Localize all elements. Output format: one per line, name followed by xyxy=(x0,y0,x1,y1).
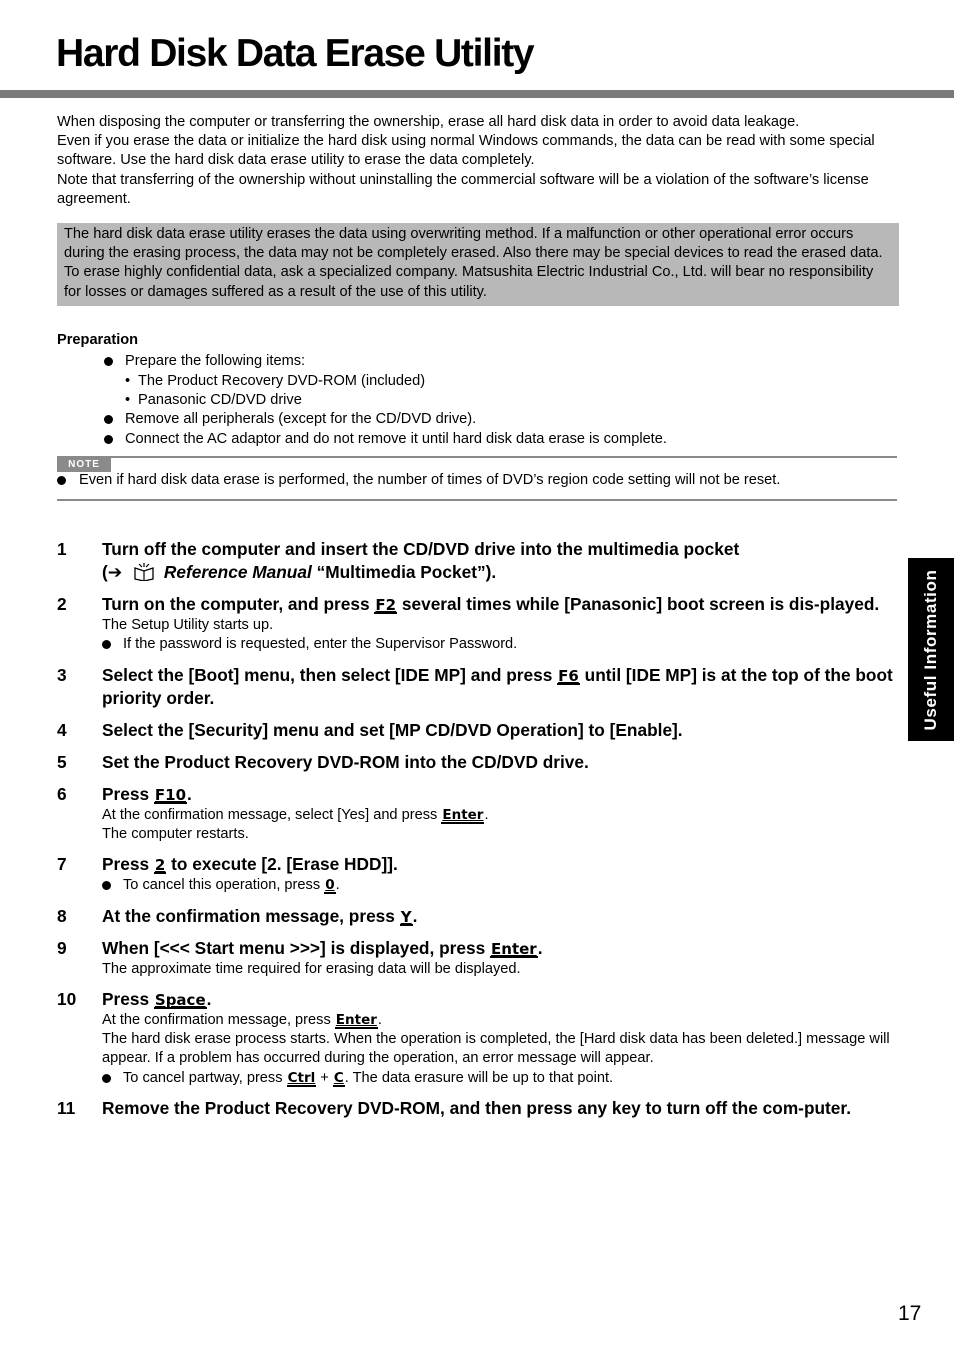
key-enter: Enter xyxy=(491,939,537,958)
step-heading: Turn off the computer and insert the CD/DVD drive into the multimedia pocket (➔ Reference Manual “Multimedia Pocket”). xyxy=(102,539,740,582)
step-body: The Setup Utility starts up. xyxy=(102,617,274,633)
step-note: If the password is requested, enter the Supervisor Password. xyxy=(102,635,902,655)
step-number: 1 xyxy=(57,539,67,559)
key-f10: F10 xyxy=(154,785,187,804)
key-enter: Enter xyxy=(442,806,484,823)
step-4 xyxy=(57,719,902,742)
step-8 xyxy=(57,905,902,928)
step-1 xyxy=(57,538,902,584)
key-enter: Enter xyxy=(335,1012,377,1028)
prep-subitem: • Panasonic CD/DVD drive xyxy=(125,391,302,408)
step-heading: Press F10. xyxy=(102,783,192,804)
step-body: The computer restarts. xyxy=(102,826,249,842)
key-y: Y xyxy=(400,907,412,926)
step-heading: At the confirmation message, press Y. xyxy=(102,905,418,926)
intro-paragraph: Note that transferring of the ownership without uninstalling the commercial software will be a violation of the software’s license agreement. xyxy=(57,171,869,207)
prep-subitem: • The Product Recovery DVD-ROM (included) xyxy=(125,372,426,389)
key-0: 0 xyxy=(325,877,335,894)
step-body: At the confirmation message, select [Yes] and press Enter. xyxy=(102,806,489,823)
note-label: NOTE xyxy=(57,458,111,472)
step-number: 9 xyxy=(57,937,67,958)
step-heading: Turn on the computer, and press F2 several times while [Panasonic] boot screen is dis-played. xyxy=(102,594,880,614)
note-divider xyxy=(57,456,897,458)
step-note: To cancel partway, press Ctrl + C. The data erasure will be up to that point. xyxy=(102,1069,902,1089)
step-heading: Press 2 to execute [2. [Erase HDD]]. xyxy=(102,854,398,875)
key-ctrl: Ctrl xyxy=(287,1069,316,1086)
intro-paragraph: Even if you erase the data or initialize the hard disk using normal Windows commands, the data can be read with some special software. Use the hard disk data erase utility to erase the data completely. xyxy=(57,133,875,169)
step-number: 4 xyxy=(57,719,67,740)
step-body: The approximate time required for erasing data will be displayed. xyxy=(102,960,521,977)
step-3 xyxy=(57,664,902,710)
step-2 xyxy=(57,593,902,655)
intro-text xyxy=(57,113,902,209)
step-number: 3 xyxy=(57,664,67,685)
note-item: Even if hard disk data erase is performed, the number of times of DVD’s region code setting will not be reset. xyxy=(57,471,897,491)
step-heading: Press Space. xyxy=(102,989,212,1009)
step-9 xyxy=(57,937,902,979)
warning-box: The hard disk data erase utility erases the data using overwriting method. If a malfunction or other operational error occurs during the erasing process, the data may not be completely erased. Also there may be special devices to read the erased data. To erase highly confidential data, ask a specialized company. Matsushita Electric Industrial Co., Ltd. will bear no responsibility for losses or damages suffered as a result of the use of this utility. xyxy=(57,223,899,306)
step-number: 7 xyxy=(57,854,67,875)
step-body: The hard disk erase process starts. When the operation is completed, the [Hard disk data has been deleted.] message will appear. If a problem has occurred during the operation, an error message will appear. xyxy=(102,1031,890,1067)
step-7 xyxy=(57,853,902,896)
preparation-list xyxy=(104,352,904,449)
step-5 xyxy=(57,751,902,774)
prep-item: Prepare the following items: xyxy=(104,352,904,372)
preparation-title: Preparation xyxy=(57,332,139,348)
key-f2: F2 xyxy=(375,596,397,614)
intro-paragraph: When disposing the computer or transferring the ownership, erase all hard disk data in order to avoid data leakage. xyxy=(57,114,800,130)
step-6 xyxy=(57,783,902,844)
step-heading: Remove the Product Recovery DVD-ROM, and then press any key to turn off the com-puter. xyxy=(102,1098,851,1119)
note-divider xyxy=(57,499,897,501)
prep-item: Remove all peripherals (except for the CD/DVD drive). xyxy=(104,410,904,430)
step-note: To cancel this operation, press 0. xyxy=(102,876,902,896)
steps-list xyxy=(57,538,902,1129)
step-heading: Select the [Security] menu and set [MP CD/DVD Operation] to [Enable]. xyxy=(102,719,683,740)
step-number: 8 xyxy=(57,905,67,926)
key-c: C xyxy=(333,1069,344,1086)
key-f6: F6 xyxy=(558,666,579,685)
note-text xyxy=(57,471,897,491)
step-number: 2 xyxy=(57,594,67,614)
step-number: 6 xyxy=(57,783,67,804)
step-number: 5 xyxy=(57,751,67,772)
step-heading: Set the Product Recovery DVD-ROM into the CD/DVD drive. xyxy=(102,751,589,772)
reference-manual-icon xyxy=(133,563,155,581)
page-title: Hard Disk Data Erase Utility xyxy=(56,32,534,75)
step-number: 10 xyxy=(57,989,77,1009)
page-number: 17 xyxy=(898,1302,922,1325)
step-heading: When [<<< Start menu >>>] is displayed, press Enter. xyxy=(102,937,543,958)
key-2: 2 xyxy=(154,856,166,875)
step-10 xyxy=(57,988,902,1088)
step-number: 11 xyxy=(57,1098,76,1119)
step-body: At the confirmation message, press Enter. xyxy=(102,1012,382,1028)
step-11 xyxy=(57,1097,902,1120)
right-arrow-icon: ➔ xyxy=(107,562,123,582)
step-heading: Select the [Boot] menu, then select [IDE MP] and press F6 until [IDE MP] is at the top of the boot priority order. xyxy=(102,664,893,708)
key-space: Space xyxy=(154,991,206,1009)
section-tab: Useful Information xyxy=(908,558,954,741)
title-rule xyxy=(0,90,954,98)
prep-item: Connect the AC adaptor and do not remove it until hard disk data erase is complete. xyxy=(104,430,904,450)
